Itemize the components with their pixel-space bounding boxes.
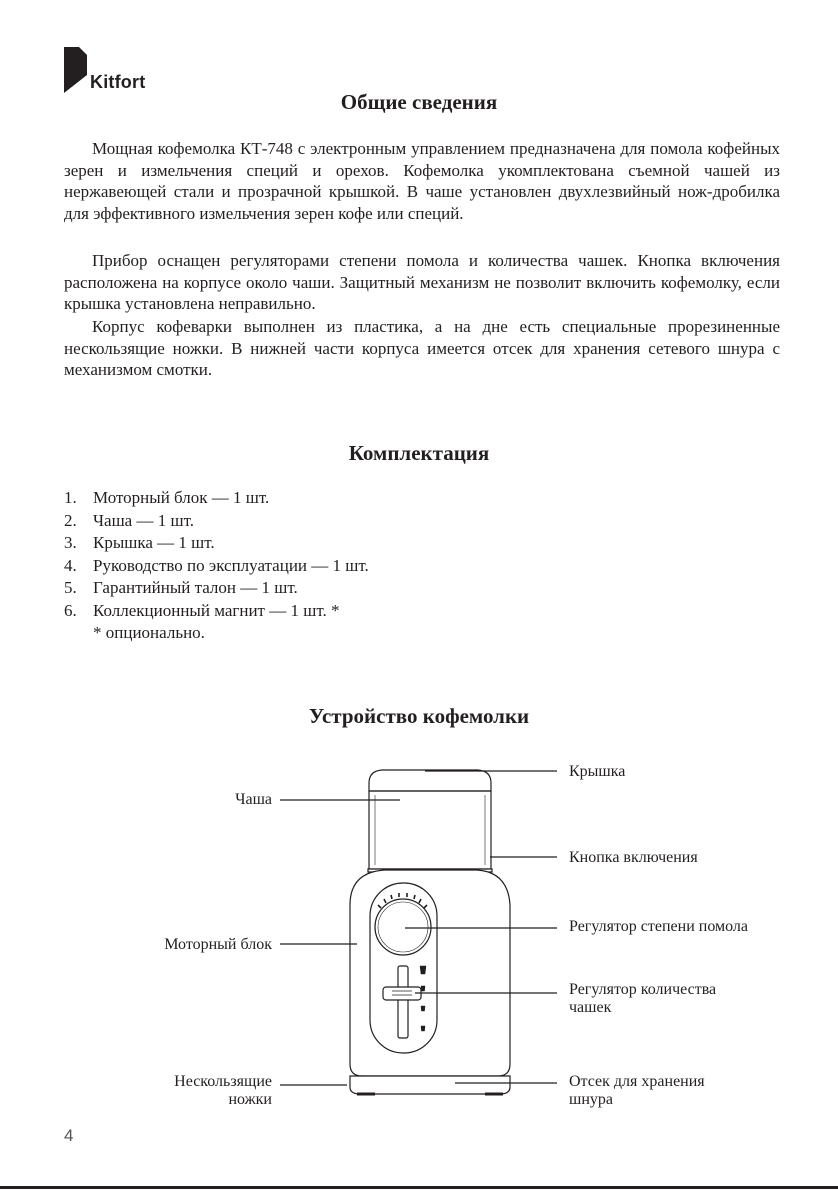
list-item-text: Гарантийный талон — 1 шт.	[93, 578, 298, 598]
label-feet-line2: ножки	[228, 1091, 272, 1108]
general-paragraph-2: Прибор оснащен регуляторами степени помола и количества чашек. Кнопка включения расположена на корпусе около чаши. Защитный механизм не позволит включить кофемолку, если крышка установлена неправильно.	[64, 251, 780, 314]
list-item-text: Моторный блок — 1 шт.	[93, 488, 270, 507]
list-item-number: 5.	[64, 578, 77, 598]
section-title-contents: Комплектация	[348, 441, 490, 465]
label-cord-line2: шнура	[569, 1091, 613, 1108]
list-item-number: 1.	[64, 488, 77, 507]
label-bowl: Чаша	[235, 791, 272, 808]
label-feet-line1: Нескользящие	[174, 1073, 272, 1090]
label-cups-regulator-line2: чашек	[569, 999, 612, 1016]
page-number: 4	[64, 1126, 74, 1145]
section-title-general: Общие сведения	[340, 90, 498, 114]
page-bottom-rule	[0, 1186, 838, 1189]
list-item-text: Коллекционный магнит — 1 шт. *	[93, 600, 340, 620]
general-paragraph-1: Мощная кофемолка КТ-748 с электронным управлением предназначена для помола кофейных зерен и измельчения специй и орехов. Кофемолка укомплектована съемной чашей из нержавеющей стали и прозрачной крышкой. В чаше установлен двухлезвийный нож-дробилка для эффективного измельчения зерен кофе или специй.	[64, 139, 780, 223]
list-item-number: 6.	[64, 600, 77, 620]
list-item-number: 2.	[64, 510, 77, 530]
general-paragraph-3: Корпус кофеварки выполнен из пластика, а на дне есть специальные прорезиненные нескользящие ножки. В нижней части корпуса имеется отсек для хранения сетевого шнура с механизмом смотки.	[64, 317, 780, 380]
section-title-device: Устройство кофемолки	[308, 704, 530, 728]
label-cups-regulator-line1: Регулятор количества	[569, 981, 717, 998]
label-power-button: Кнопка включения	[569, 849, 698, 866]
label-lid: Крышка	[569, 763, 626, 780]
list-item-number: 3.	[64, 533, 77, 553]
list-item-text: Руководство по эксплуатации — 1 шт.	[93, 555, 369, 575]
list-item-number: 4.	[64, 555, 77, 575]
list-item-text: Чаша — 1 шт.	[93, 510, 194, 530]
brand-name: Kitfort	[90, 72, 146, 92]
label-cord-line1: Отсек для хранения	[569, 1073, 705, 1090]
list-item-text: Крышка — 1 шт.	[93, 533, 215, 553]
label-motor-block: Моторный блок	[164, 936, 272, 953]
label-grind-regulator: Регулятор степени помола	[569, 918, 749, 935]
contents-footnote: * опционально.	[93, 623, 205, 642]
